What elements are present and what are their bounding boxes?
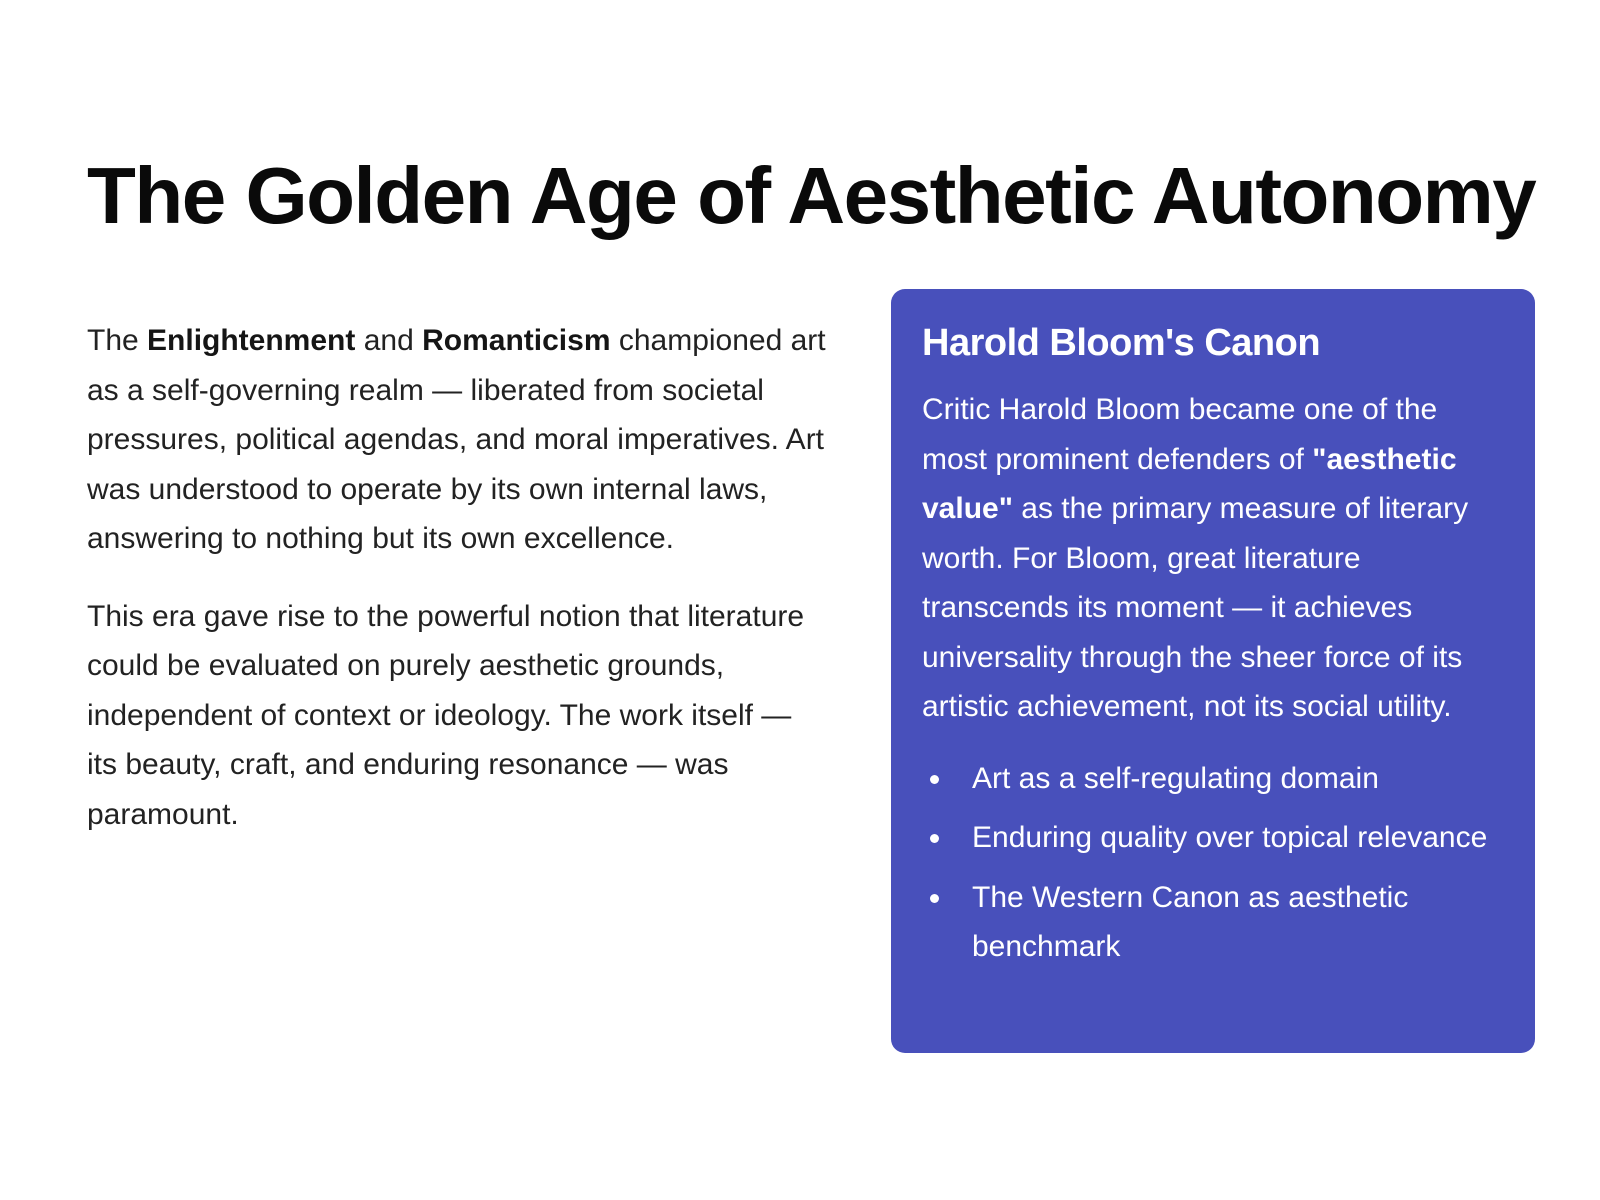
card-text: as the primary measure of literary worth. For Bloom, great literature transcends its moment — it achieves universality through the sheer force of its artistic achievement, not its social utility. (922, 492, 1469, 723)
bullet-list (922, 754, 1505, 972)
left-column (87, 316, 827, 867)
bullet-dot-icon (930, 834, 939, 843)
page-title: The Golden Age of Aesthetic Autonomy (87, 151, 1536, 240)
list-item (922, 754, 1505, 804)
list-item (922, 873, 1505, 972)
list-item-text: Art as a self-regulating domain (972, 761, 1379, 795)
bullet-dot-icon (930, 775, 939, 784)
card-title: Harold Bloom's Canon (922, 322, 1321, 364)
romanticism-term: Romanticism (422, 324, 611, 357)
bullet-dot-icon (930, 894, 939, 903)
paragraph-text: championed art as a self-governing realm — liberated from societal pressures, political agendas, and moral imperatives. Art was understood to operate by its own internal laws, answering to nothing but its own excellence. (87, 324, 826, 555)
paragraph-era: This era gave rise to the powerful notion that literature could be evaluated on purely aesthetic grounds, independent of context or ideology. The work itself — its beauty, craft, and enduring resonance — was paramount. (87, 599, 805, 831)
list-item-text: Enduring quality over topical relevance (972, 821, 1488, 854)
card-paragraph (922, 385, 1505, 732)
paragraph-text: and (355, 324, 423, 357)
list-item (922, 813, 1505, 863)
card-text: Critic Harold Bloom became one of the most prominent defenders of (922, 393, 1438, 476)
aesthetic-value-term: "aesthetic value" (922, 442, 1457, 525)
paragraph-enlightenment (87, 316, 827, 564)
list-item-text: The Western Canon as aesthetic benchmark (972, 880, 1409, 963)
enlightenment-term: Enlightenment (147, 324, 356, 357)
bloom-canon-card (891, 289, 1535, 1053)
paragraph-text: The (87, 324, 148, 357)
